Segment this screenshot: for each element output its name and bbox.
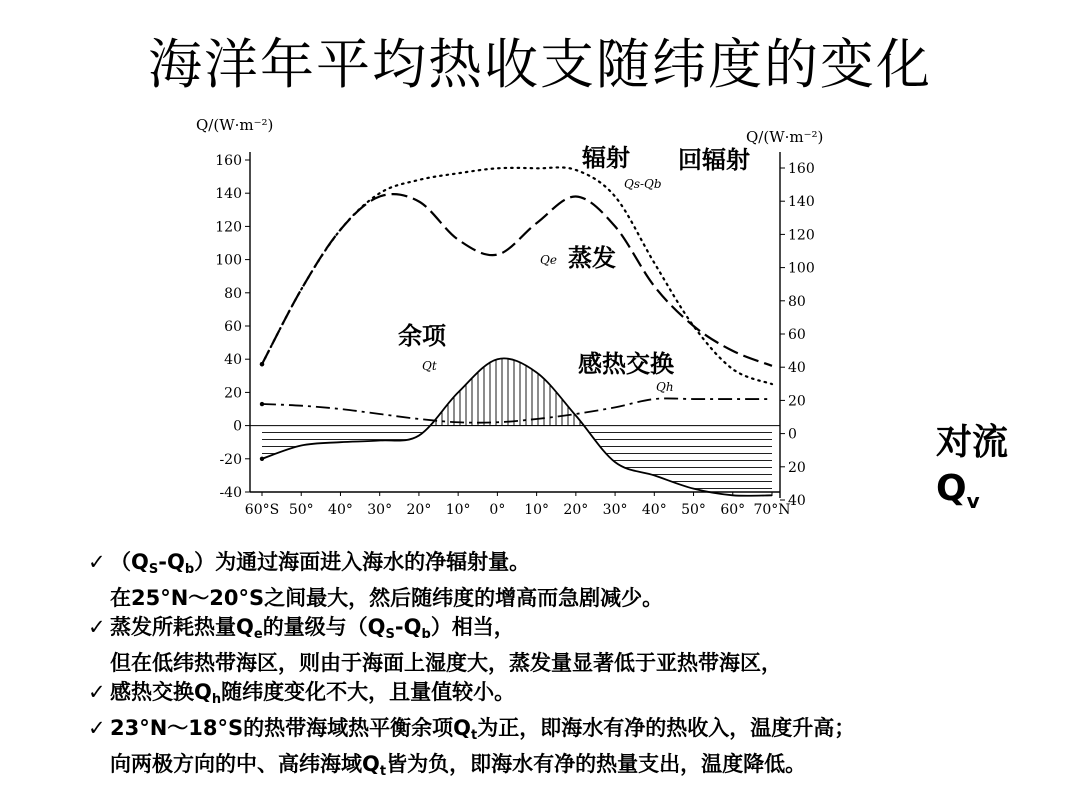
series-line-4	[262, 358, 772, 495]
subscript-text: t	[471, 728, 478, 743]
bullet-text: 随纬度变化不大，且量值较小。	[221, 680, 516, 704]
bullet-text: 感热交换Q	[110, 680, 212, 704]
right-tick-label: 120	[788, 227, 815, 244]
bullet-text: 23°N～18°S的热带海域热平衡余项Q	[110, 716, 471, 740]
x-tick-label: 10°	[445, 502, 471, 518]
check-icon: ✓	[88, 615, 106, 639]
bullet-text: ）为通过海面进入海水的净辐射量。	[194, 550, 531, 574]
annotation-label: 蒸发	[568, 244, 616, 272]
math-label: Qs-Qb	[624, 177, 662, 191]
x-tick-label: 50°	[681, 502, 706, 518]
bullet-text: -Q	[394, 615, 422, 639]
series-start-point	[260, 457, 264, 461]
bullet-text: 在25°N～20°S之间最大，然后随纬度的增高而急剧减少。	[110, 586, 664, 610]
bullet-text: 蒸发所耗热量Q	[110, 615, 254, 639]
bullet-list	[88, 548, 1068, 786]
check-icon: ✓	[88, 680, 106, 704]
left-tick-label: 140	[215, 186, 242, 203]
annotation-label: 余项	[398, 322, 446, 350]
heat-budget-chart	[190, 108, 830, 528]
x-tick-label: 60°S	[244, 502, 280, 518]
convection-label	[936, 420, 1008, 524]
series-line-1	[262, 167, 772, 384]
subscript-text: S	[148, 562, 159, 577]
right-axis-label: Q/(W·m⁻²)	[746, 128, 824, 146]
right-tick-label: 60	[788, 327, 806, 343]
math-label: Qe	[540, 253, 557, 267]
series-line-3	[262, 398, 772, 422]
x-tick-label: 40°	[641, 502, 667, 518]
subscript-text: t	[379, 764, 387, 779]
subscript-text: S	[385, 627, 395, 642]
bullet-text: 为正，即海水有净的热收入，温度升高；	[477, 716, 856, 740]
left-tick-label: 60	[224, 319, 242, 335]
right-tick-label: 0	[788, 426, 797, 443]
bullet-line	[88, 649, 1068, 678]
series-start-point	[260, 402, 264, 406]
convection-symbol: $Q_v$	[936, 468, 980, 514]
series-line-2	[262, 194, 772, 366]
left-tick-label: 0	[233, 418, 242, 435]
bullet-text: 皆为负，即海水有净的热量支出，温度降低。	[386, 752, 807, 776]
bullet-line	[88, 750, 1068, 786]
check-icon: ✓	[88, 716, 106, 740]
left-tick-label: -20	[219, 451, 242, 468]
left-tick-label: 160	[215, 153, 242, 169]
left-tick-label: 80	[224, 285, 242, 302]
x-tick-label: 40°	[328, 502, 353, 518]
bullet-text: 的量级与（Q	[262, 615, 386, 639]
x-tick-label: 50°	[288, 502, 314, 518]
x-tick-label: 60°	[720, 502, 746, 518]
left-tick-label: 120	[215, 219, 242, 236]
right-tick-label: 100	[788, 260, 815, 277]
subscript-text: b	[184, 562, 195, 577]
x-tick-label: 30°	[367, 502, 393, 518]
annotation-label: 回辐射	[678, 146, 750, 174]
math-label: Qt	[422, 359, 437, 373]
annotation-label: 感热交换	[578, 350, 674, 378]
subscript-text: e	[253, 627, 263, 642]
left-tick-label: 40	[224, 352, 242, 369]
subscript-text: b	[421, 627, 431, 642]
right-tick-label: 160	[788, 161, 815, 177]
x-tick-label: 0°	[489, 502, 506, 518]
bullet-text: -Q	[158, 550, 185, 574]
bullet-line	[88, 714, 1068, 750]
left-axis-label: Q/(W·m⁻²)	[196, 116, 274, 134]
right-tick-label: 140	[788, 194, 815, 211]
x-tick-label: 20°	[563, 502, 589, 518]
left-tick-label: 100	[215, 252, 242, 269]
bullet-text: 向两极方向的中、高纬海域Q	[110, 752, 380, 776]
right-tick-label: 20	[788, 459, 806, 476]
bullet-line	[88, 678, 1068, 714]
x-tick-label: 20°	[406, 502, 432, 518]
bullet-line	[88, 548, 1068, 584]
bullet-line	[88, 613, 1068, 649]
right-tick-label: 40	[788, 360, 806, 377]
series-start-point	[260, 362, 264, 366]
x-tick-label: 30°	[602, 502, 628, 518]
right-tick-label: 40	[788, 493, 806, 509]
convection-text: 对流	[936, 422, 1009, 463]
math-label: Qh	[656, 380, 674, 394]
page-title: 海洋年平均热收支随纬度的变化	[148, 33, 932, 96]
check-icon: ✓	[88, 550, 106, 574]
right-tick-label: 80	[788, 293, 806, 310]
x-tick-label: 10°	[524, 502, 550, 518]
left-tick-label: 20	[224, 385, 242, 402]
right-tick-label: 20	[788, 393, 806, 410]
annotation-label: 辐射	[582, 144, 630, 172]
bullet-text: 但在低纬热带海区，则由于海面上湿度大，蒸发量显著低于亚热带海区，	[110, 651, 782, 675]
bullet-text: （Q	[110, 550, 149, 574]
bullet-line	[88, 584, 1068, 613]
bullet-text: ）相当，	[430, 615, 515, 639]
left-tick-label: -40	[219, 485, 242, 501]
x-tick-label: 70°N	[753, 502, 791, 518]
subscript-text: h	[211, 692, 222, 707]
